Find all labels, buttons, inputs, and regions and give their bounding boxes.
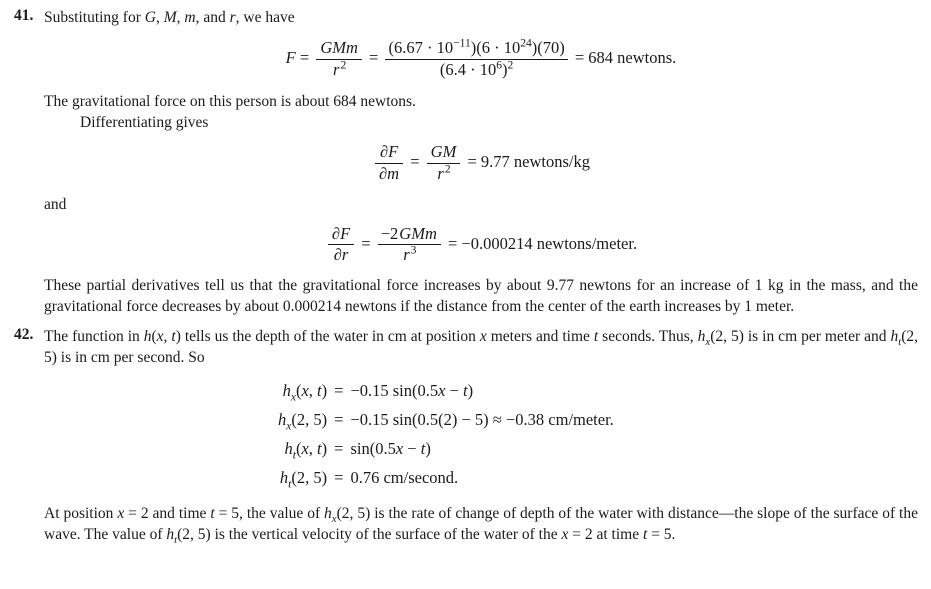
- equation-lhs: $h_t(x$, t): [284, 438, 328, 462]
- equals-sign: =: [334, 467, 344, 487]
- problem-41-number: 41.: [14, 7, 34, 24]
- equation-lhs: $h_t(2$, 5): [279, 467, 328, 491]
- equation-lhs: $h_x(x$, t): [282, 380, 328, 404]
- equation-dF-dm: $\frac{\partial F}{\partial m}$ = $\frac{GM}{r^2}$ = 9.77 newtons/kg: [44, 142, 918, 184]
- equation-gravitational-force: F = $\frac{\text{GMm}}{r^2}$ = $\frac{(6.67 \cdot 10^{-11})(6 \cdot 10^{24})(70)}{(6.4 \cdot 10^6)^2}$ = 684 newtons.: [285, 37, 677, 79]
- problem-42-intro: The function in h(x, t) tells us the depth of the water in cm at position x meters and time t seconds. Thus, $h_x(2$, 5) is in cm per meter and $h_t(2$, 5) is in cm per second. So: [44, 327, 919, 366]
- problem-41-conclusion: These partial derivatives tell us that the gravitational force increases by about 9.77 newtons for an increase of 1 kg in the mass, and the gravitational force decreases by about 0.000214 newtons if the distance from the center of the earth increases by 1 meter.: [44, 276, 918, 315]
- equation-lhs: $h_x(2$, 5): [278, 409, 328, 433]
- equation-rhs: sin(0.5x − t): [350, 438, 431, 458]
- problem-41-intro: Substituting for G, M, m, and r, we have: [44, 9, 295, 26]
- equation-dF-dr: $\frac{\partial F}{\partial r}$ = $\frac{\text{−2GMm}}{r^3}$ = −0.000214 newtons/meter.: [44, 224, 918, 266]
- equals-sign: =: [334, 409, 344, 429]
- problem-42-number: 42.: [14, 325, 34, 343]
- problem-42-conclusion: At position x = 2 and time t = 5, the value of $h_x(2$, 5) is the rate of change of depth of the water with distance—the slope of the surface of the wave. The value of $h_t(2$, 5) is the vertical velocity of the surface of the water of the x = 2 at time t = 5.: [44, 504, 918, 546]
- equation-list: [278, 380, 918, 491]
- equals-sign: =: [334, 380, 344, 400]
- problem-41: [14, 7, 918, 317]
- differentiating-gives-text: Differentiating gives: [80, 114, 209, 132]
- equals-sign: =: [334, 438, 344, 458]
- problem-42: [14, 326, 918, 545]
- equation-rhs: 0.76 cm/second.: [350, 467, 459, 487]
- force-result-sentence: The gravitational force on this person is about 684 newtons.: [44, 93, 416, 111]
- equation-rhs: −0.15 sin(0.5(2) − 5) ≈ −0.38 cm/meter.: [350, 409, 614, 429]
- and-connector: and: [44, 195, 67, 213]
- equation-rhs: −0.15 sin(0.5x − t): [350, 380, 474, 400]
